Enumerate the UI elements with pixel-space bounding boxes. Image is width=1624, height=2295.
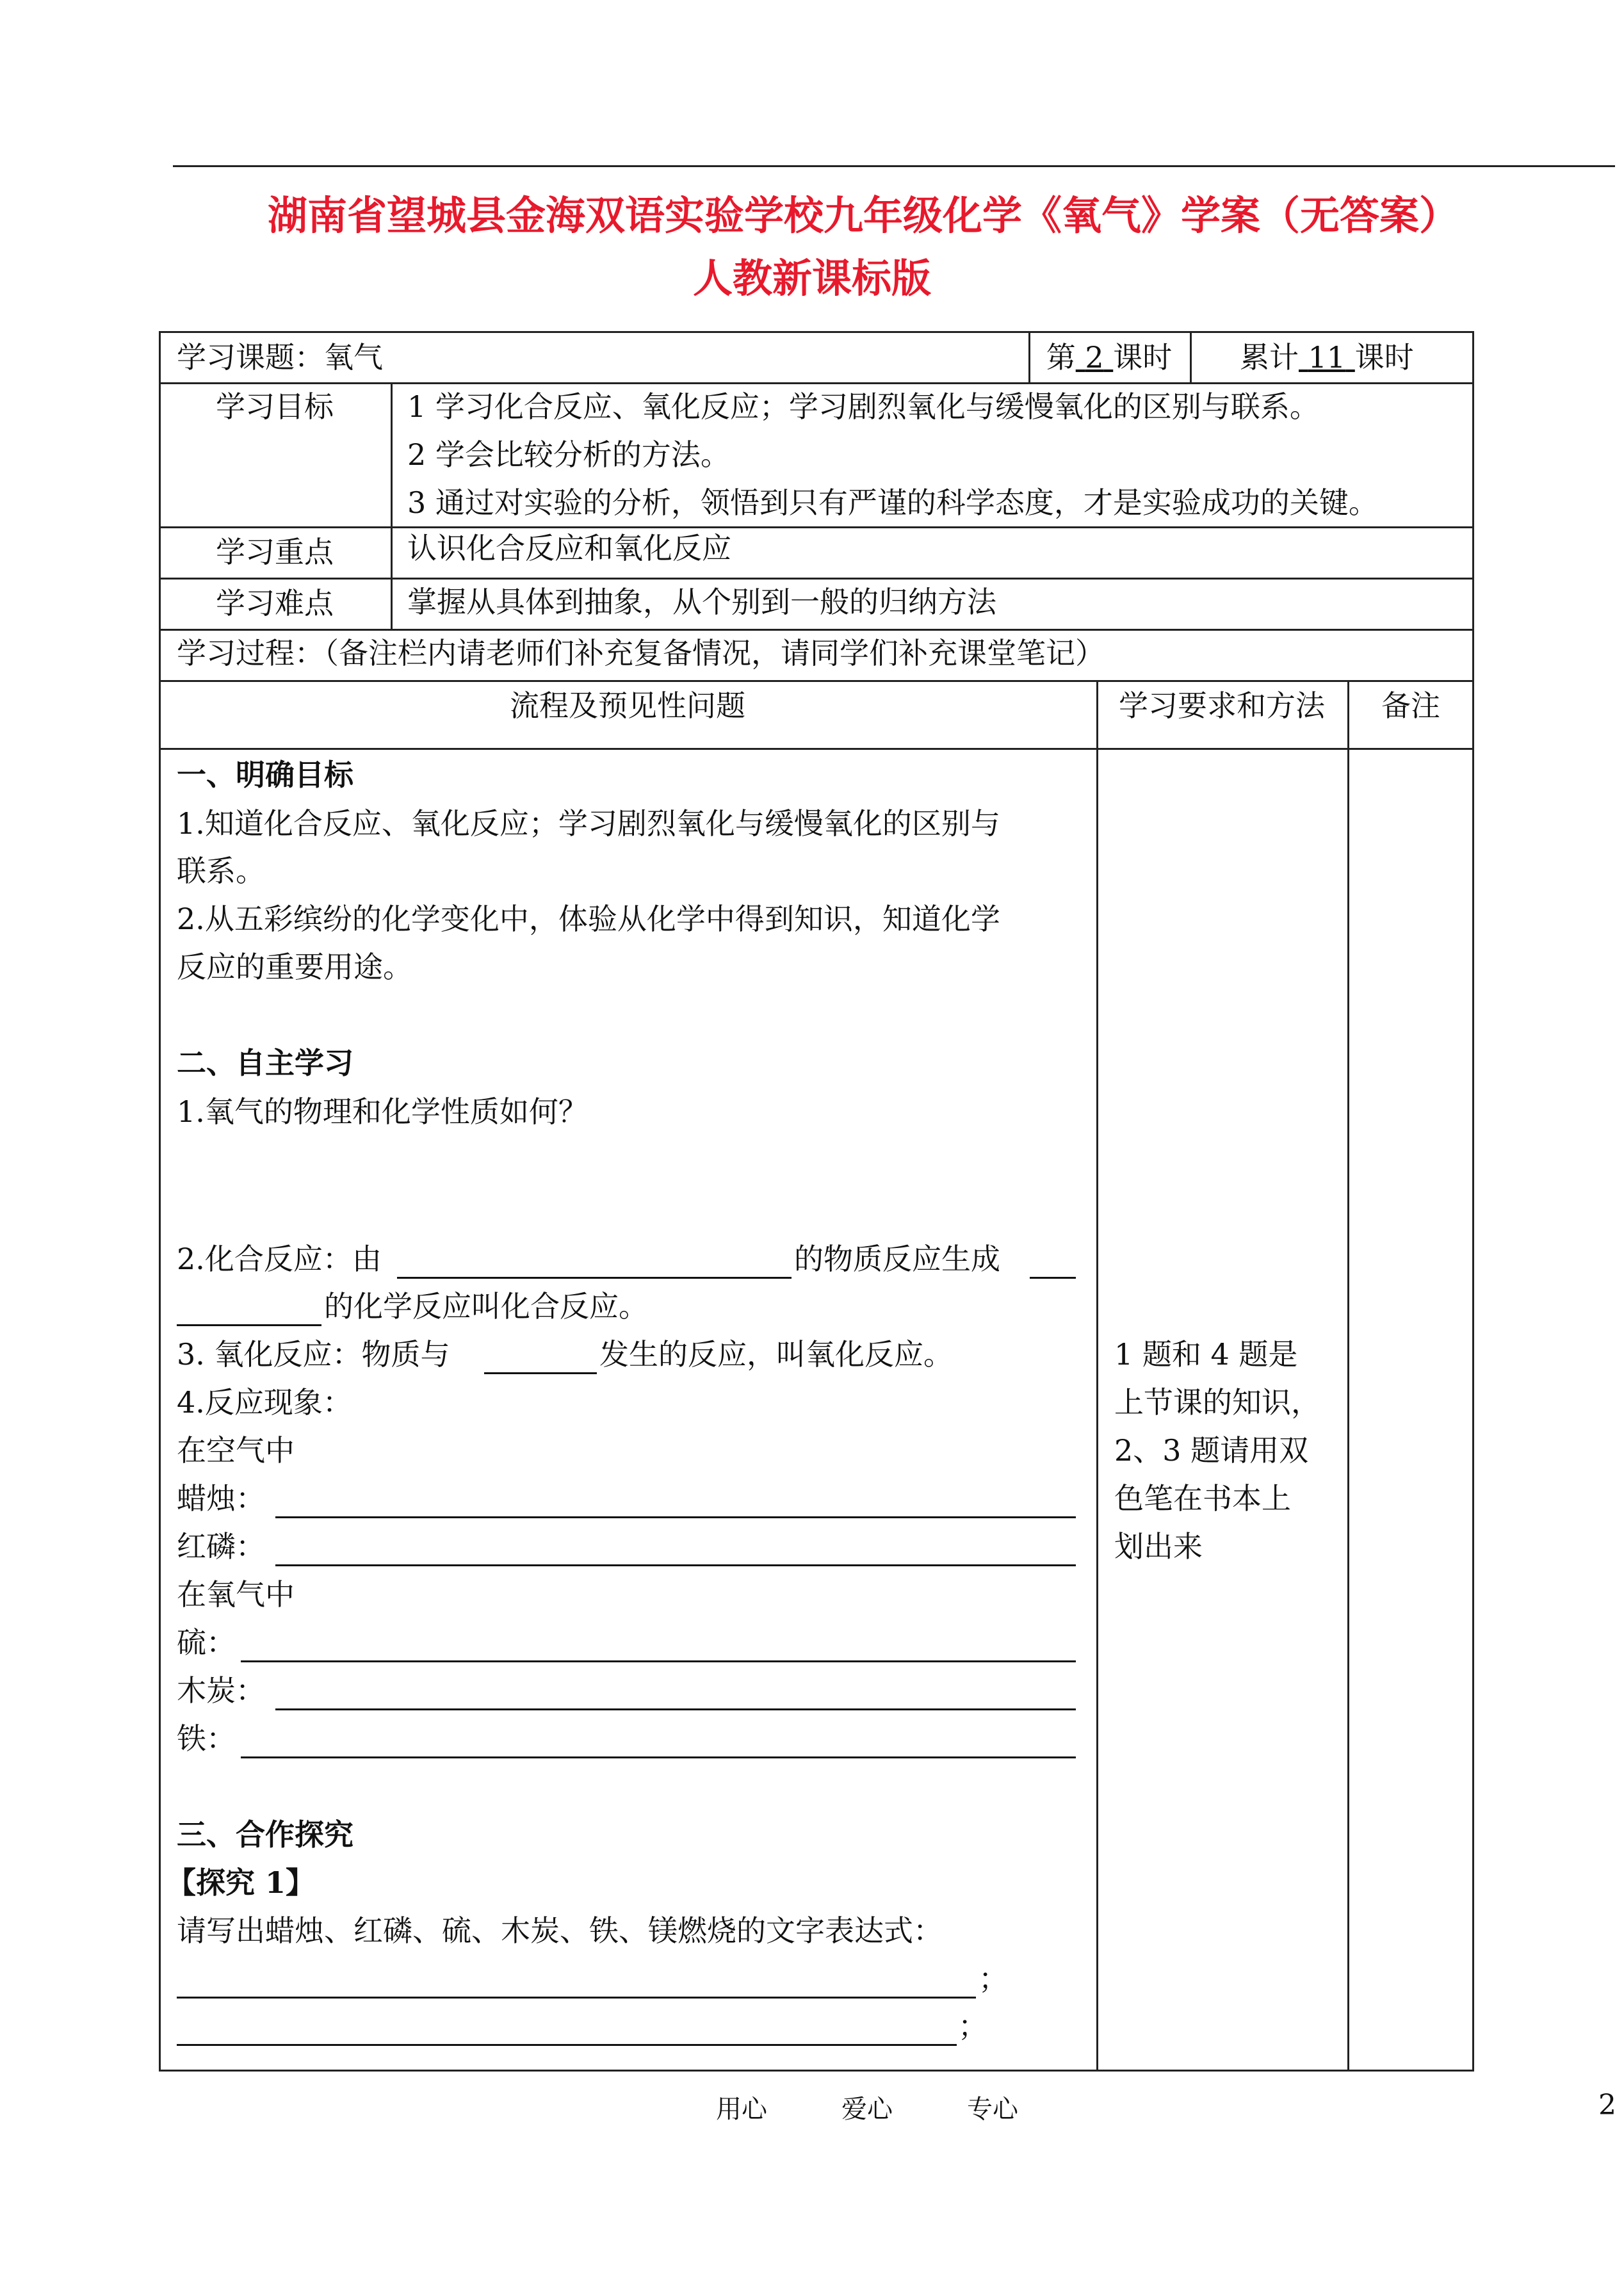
col-method-header: 学习要求和方法 (1119, 688, 1325, 723)
paragraph: 反应的重要用途。 (177, 950, 412, 984)
method-note-line: 上节课的知识， (1114, 1385, 1320, 1420)
explore-label: 【探究 1】 (166, 1865, 316, 1900)
item-label: 铁： (177, 1721, 236, 1756)
semicolon: ； (958, 2009, 987, 2043)
question: 请写出蜡烛、红磷、硫、木炭、铁、镁燃烧的文字表达式： (177, 1913, 943, 1948)
focus-text: 认识化合反应和氧化反应 (407, 531, 731, 565)
col-flow-header: 流程及预见性问题 (510, 688, 745, 723)
answer-blank[interactable] (275, 1564, 1076, 1566)
answer-blank[interactable] (241, 1660, 1076, 1662)
item-label: 红磷： (177, 1529, 265, 1564)
answer-blank[interactable] (275, 1516, 1076, 1518)
item-label: 硫： (177, 1625, 236, 1660)
section-title: 三、合作探究 (177, 1817, 353, 1852)
question: 发生的反应，叫氧化反应。 (599, 1337, 953, 1372)
footer-word: 用心 (716, 2095, 767, 2124)
method-note-line: 1 题和 4 题是 (1114, 1337, 1298, 1372)
answer-blank[interactable] (484, 1372, 597, 1374)
method-note-line: 划出来 (1114, 1529, 1203, 1564)
answer-blank[interactable] (177, 2044, 957, 2046)
answer-blank[interactable] (275, 1708, 1076, 1710)
difficulty-label: 学习难点 (216, 586, 334, 620)
col-note-header: 备注 (1381, 688, 1440, 723)
method-note-line: 2、3 题请用双 (1114, 1433, 1309, 1468)
question: 的化学反应叫化合反应。 (324, 1289, 648, 1324)
answer-blank[interactable] (1030, 1277, 1076, 1279)
goals-label: 学习目标 (216, 389, 334, 424)
goal-item: 2 学会比较分析的方法。 (407, 437, 730, 472)
answer-blank[interactable] (177, 1324, 321, 1326)
paragraph: 1.知道化合反应、氧化反应；学习剧烈氧化与缓慢氧化的区别与 (177, 806, 1000, 841)
doc-title-line1: 湖南省望城县金海双语实验学校九年级化学《氧气》学案（无答案） (267, 192, 1459, 239)
subheading: 在空气中 (177, 1433, 295, 1468)
goal-item: 1 学习化合反应、氧化反应；学习剧烈氧化与缓慢氧化的区别与联系。 (407, 389, 1319, 424)
subheading: 在氧气中 (177, 1577, 295, 1612)
page-number: 2 (1598, 2089, 1616, 2121)
question: 1.氧气的物理和化学性质如何？ (177, 1094, 588, 1129)
answer-blank[interactable] (241, 1756, 1076, 1758)
question: 3. 氧化反应：物质与 (177, 1337, 450, 1372)
process-text: 学习过程：（备注栏内请老师们补充复备情况，请同学们补充课堂笔记） (177, 636, 1105, 670)
section-title: 一、明确目标 (177, 758, 353, 792)
difficulty-text: 掌握从具体到抽象，从个别到一般的归纳方法 (407, 585, 996, 619)
method-note-line: 色笔在书本上 (1114, 1481, 1291, 1516)
paragraph: 2.从五彩缤纷的化学变化中，体验从化学中得到知识，知道化学 (177, 902, 1000, 936)
paragraph: 联系。 (177, 854, 265, 888)
answer-blank[interactable] (177, 1997, 976, 1999)
semicolon: ； (978, 1961, 1008, 1996)
topic-label: 学习课题：氧气 (177, 340, 383, 375)
question: 2.化合反应：由 (177, 1242, 382, 1276)
section-title: 二、自主学习 (177, 1046, 353, 1080)
footer-word: 爱心 (841, 2095, 893, 2124)
total-count: 累计 11 课时 (1240, 340, 1414, 375)
answer-blank[interactable] (397, 1277, 792, 1279)
item-label: 木炭： (177, 1673, 265, 1708)
goal-item: 3 通过对实验的分析，领悟到只有严谨的科学态度，才是实验成功的关键。 (407, 485, 1378, 520)
lesson-count: 第 2 课时 (1046, 340, 1173, 375)
footer-word: 专心 (967, 2095, 1018, 2124)
doc-title-line2: 人教新课标版 (692, 255, 931, 302)
question: 的物质反应生成 (794, 1242, 1000, 1276)
header-rule (173, 165, 1615, 167)
item-label: 蜡烛： (177, 1481, 265, 1516)
focus-label: 学习重点 (216, 535, 334, 569)
question: 4.反应现象： (177, 1385, 352, 1420)
